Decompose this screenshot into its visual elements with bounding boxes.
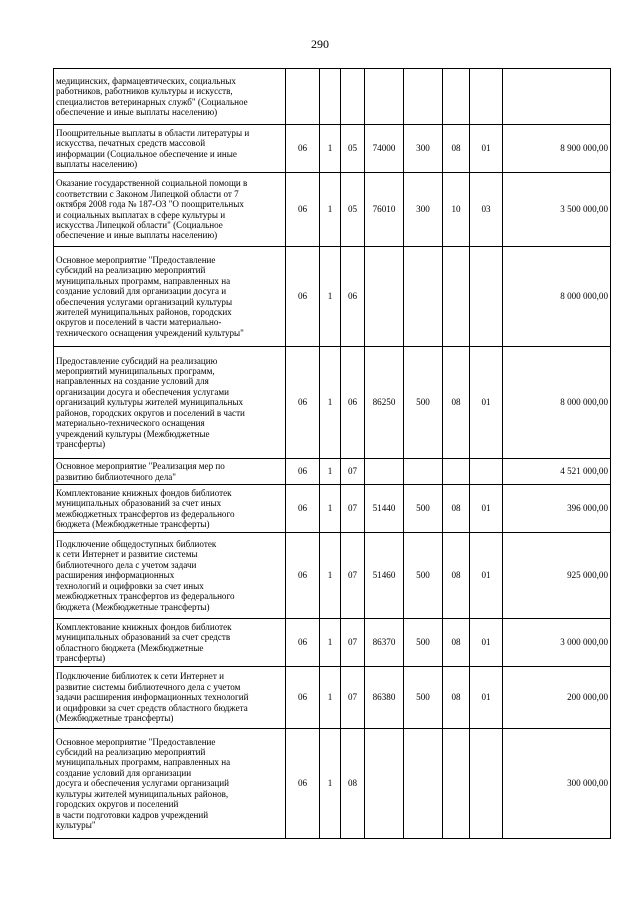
row-description: Оказание государственной социальной помощи в соответствии с Законом Липецкой области от 7 октября 2008 года № 187-ОЗ "О поощрительных и социальных выплатах в сфере культуры и искусства Липецкой области" (Социальное обеспечение и иные выплаты населению) xyxy=(54,173,286,247)
expense-type-code: 500 xyxy=(404,347,443,459)
subsection-code: 03 xyxy=(470,173,503,247)
activity-code: 06 xyxy=(341,247,365,347)
direction-code: 74000 xyxy=(365,125,404,173)
expense-type-code: 500 xyxy=(404,667,443,729)
program-code: 06 xyxy=(286,485,320,533)
amount-cell: 8 900 000,00 xyxy=(503,125,611,173)
subsection-code xyxy=(470,729,503,839)
activity-code: 08 xyxy=(341,729,365,839)
activity-code: 07 xyxy=(341,667,365,729)
table-row xyxy=(54,729,611,839)
subsection-code: 01 xyxy=(470,347,503,459)
amount-cell: 4 521 000,00 xyxy=(503,459,611,485)
subprogram-code: 1 xyxy=(320,459,341,485)
row-description: медицинских, фармацевтических, социальных работников, работников культуры и искусств, специалистов ветеринарных служб" (Социальное обеспечение и иные выплаты населению) xyxy=(54,69,286,125)
subprogram-code: 1 xyxy=(320,485,341,533)
direction-code xyxy=(365,247,404,347)
section-code xyxy=(443,69,470,125)
table-row xyxy=(54,459,611,485)
subsection-code xyxy=(470,459,503,485)
budget-table xyxy=(53,68,611,839)
table-row xyxy=(54,667,611,729)
expense-type-code: 500 xyxy=(404,533,443,619)
activity-code: 07 xyxy=(341,485,365,533)
subsection-code: 01 xyxy=(470,533,503,619)
table-row xyxy=(54,69,611,125)
direction-code: 51460 xyxy=(365,533,404,619)
expense-type-code xyxy=(404,729,443,839)
direction-code: 51440 xyxy=(365,485,404,533)
amount-cell: 3 000 000,00 xyxy=(503,619,611,667)
subsection-code: 01 xyxy=(470,619,503,667)
program-code: 06 xyxy=(286,459,320,485)
section-code: 08 xyxy=(443,125,470,173)
activity-code: 07 xyxy=(341,533,365,619)
section-code: 08 xyxy=(443,533,470,619)
program-code: 06 xyxy=(286,667,320,729)
program-code: 06 xyxy=(286,247,320,347)
section-code xyxy=(443,459,470,485)
row-description: Предоставление субсидий на реализацию мероприятий муниципальных программ, направленных на создание условий для организации досуга и обеспечения услугами организаций культуры жителей муниципальных районов, городских округов и поселений в части материально-технического оснащения учреждений культуры (Межбюджетные трансферты) xyxy=(54,347,286,459)
table-row xyxy=(54,247,611,347)
subprogram-code xyxy=(320,69,341,125)
program-code: 06 xyxy=(286,125,320,173)
subprogram-code: 1 xyxy=(320,347,341,459)
amount-cell: 300 000,00 xyxy=(503,729,611,839)
row-description: Комплектование книжных фондов библиотек муниципальных образований за счет иных межбюджетных трансфертов из федерального бюджета (Межбюджетные трансферты) xyxy=(54,485,286,533)
expense-type-code xyxy=(404,247,443,347)
expense-type-code: 300 xyxy=(404,125,443,173)
program-code: 06 xyxy=(286,729,320,839)
subprogram-code: 1 xyxy=(320,533,341,619)
program-code: 06 xyxy=(286,173,320,247)
subsection-code: 01 xyxy=(470,125,503,173)
page-number: 290 xyxy=(311,37,329,51)
row-description: Основное мероприятие "Предоставление субсидий на реализацию мероприятий муниципальных программ, направленных на создание условий для организации досуга и обеспечения услугами организаций культуры жителей муниципальных районов, городских округов и поселений в части материально- технического оснащения учреждений культуры" xyxy=(54,247,286,347)
activity-code xyxy=(341,69,365,125)
direction-code xyxy=(365,729,404,839)
expense-type-code xyxy=(404,459,443,485)
table-row xyxy=(54,619,611,667)
section-code: 08 xyxy=(443,619,470,667)
row-description: Подключение библиотек к сети Интернет и развитие системы библиотечного дела с учетом задачи расширения информационных технологий и оцифровки за счет средств областного бюджета (Межбюджетные трансферты) xyxy=(54,667,286,729)
subsection-code xyxy=(470,247,503,347)
row-description: Основное мероприятие "Реализация мер по развитию библиотечного дела" xyxy=(54,459,286,485)
expense-type-code: 500 xyxy=(404,619,443,667)
table-row xyxy=(54,347,611,459)
direction-code: 86250 xyxy=(365,347,404,459)
table-row xyxy=(54,485,611,533)
direction-code: 76010 xyxy=(365,173,404,247)
subsection-code: 01 xyxy=(470,667,503,729)
subsection-code: 01 xyxy=(470,485,503,533)
direction-code xyxy=(365,69,404,125)
activity-code: 05 xyxy=(341,125,365,173)
table-row xyxy=(54,533,611,619)
row-description: Подключение общедоступных библиотек к сети Интернет и развитие системы библиотечного дела с учетом задачи расширения информационных технологий и оцифровки за счет иных межбюджетных трансфертов из федерального бюджета (Межбюджетные трансферты) xyxy=(54,533,286,619)
subprogram-code: 1 xyxy=(320,125,341,173)
activity-code: 07 xyxy=(341,459,365,485)
activity-code: 07 xyxy=(341,619,365,667)
expense-type-code: 300 xyxy=(404,173,443,247)
expense-type-code xyxy=(404,69,443,125)
table-body xyxy=(54,69,611,839)
section-code: 10 xyxy=(443,173,470,247)
activity-code: 06 xyxy=(341,347,365,459)
subprogram-code: 1 xyxy=(320,667,341,729)
amount-cell: 396 000,00 xyxy=(503,485,611,533)
amount-cell: 200 000,00 xyxy=(503,667,611,729)
section-code: 08 xyxy=(443,485,470,533)
subprogram-code: 1 xyxy=(320,729,341,839)
program-code xyxy=(286,69,320,125)
amount-cell: 925 000,00 xyxy=(503,533,611,619)
amount-cell xyxy=(503,69,611,125)
program-code: 06 xyxy=(286,347,320,459)
program-code: 06 xyxy=(286,619,320,667)
amount-cell: 8 000 000,00 xyxy=(503,247,611,347)
program-code: 06 xyxy=(286,533,320,619)
section-code: 08 xyxy=(443,347,470,459)
row-description: Комплектование книжных фондов библиотек муниципальных образований за счет средств областного бюджета (Межбюджетные трансферты) xyxy=(54,619,286,667)
direction-code xyxy=(365,459,404,485)
activity-code: 05 xyxy=(341,173,365,247)
table-row xyxy=(54,125,611,173)
expense-type-code: 500 xyxy=(404,485,443,533)
amount-cell: 3 500 000,00 xyxy=(503,173,611,247)
row-description: Основное мероприятие "Предоставление субсидий на реализацию мероприятий муниципальных программ, направленных на создание условий для организации досуга и обеспечения услугами организаций культуры жителей муниципальных районов, городских округов и поселений в части подготовки кадров учреждений культуры" xyxy=(54,729,286,839)
direction-code: 86370 xyxy=(365,619,404,667)
section-code xyxy=(443,247,470,347)
direction-code: 86380 xyxy=(365,667,404,729)
table-row xyxy=(54,173,611,247)
amount-cell: 8 000 000,00 xyxy=(503,347,611,459)
row-description: Поощрительные выплаты в области литературы и искусства, печатных средств массовой информации (Социальное обеспечение и иные выплаты населению) xyxy=(54,125,286,173)
subprogram-code: 1 xyxy=(320,619,341,667)
subprogram-code: 1 xyxy=(320,247,341,347)
subsection-code xyxy=(470,69,503,125)
section-code: 08 xyxy=(443,667,470,729)
section-code xyxy=(443,729,470,839)
subprogram-code: 1 xyxy=(320,173,341,247)
